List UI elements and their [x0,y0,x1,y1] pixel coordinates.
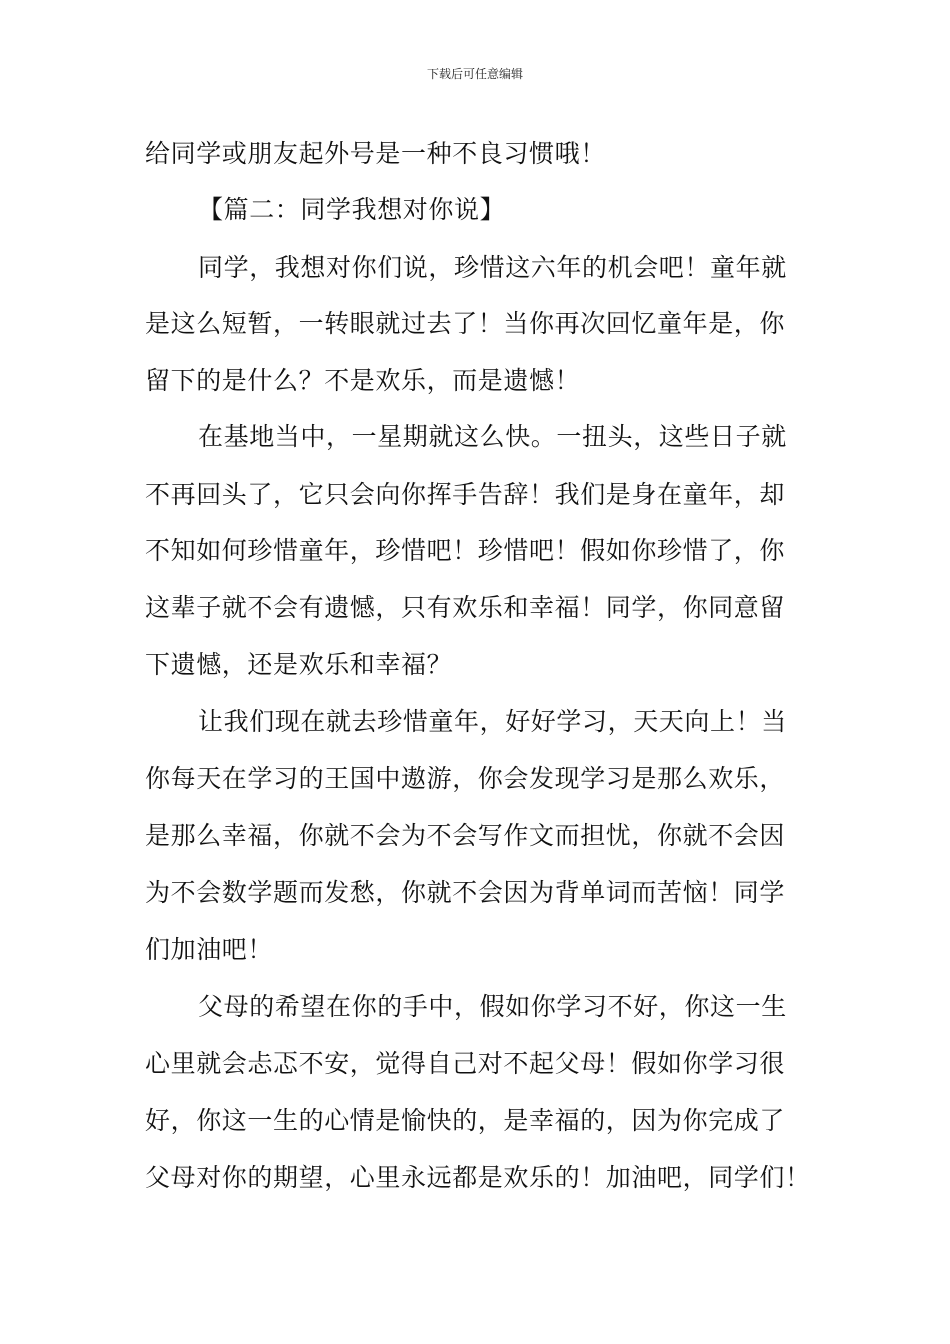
text-line: 下遗憾，还是欢乐和幸福？ [145,650,453,679]
text-line: 好，你这一生的心情是愉快的，是幸福的，因为你完成了 [145,1106,786,1135]
text-line: 不知如何珍惜童年，珍惜吧！珍惜吧！假如你珍惜了，你 [145,536,786,565]
page-header: 下载后可任意编辑 [426,67,523,81]
text-line: 同学，我想对你们说，珍惜这六年的机会吧！童年就 [198,253,787,282]
text-line: 为不会数学题而发愁，你就不会因为背单词而苦恼！同学 [145,878,786,907]
text-line: 不再回头了，它只会向你挥手告辞！我们是身在童年，却 [145,480,786,509]
text-line: 们加油吧！ [145,935,274,964]
text-line: 让我们现在就去珍惜童年，好好学习，天天向上！当 [198,707,787,736]
text-line: 父母对你的期望，心里永远都是欢乐的！加油吧，同学们！ [145,1163,811,1192]
text-line: 在基地当中，一星期就这么快。一扭头，这些日子就 [198,422,787,451]
text-line: 给同学或朋友起外号是一种不良习惯哦！ [145,139,606,168]
text-line: 留下的是什么？不是欢乐，而是遗憾！ [145,366,581,395]
text-line: 你每天在学习的王国中遨游，你会发现学习是那么欢乐， [145,764,786,793]
section-heading: 【篇二：同学我想对你说】 [198,195,506,224]
text-line: 是那么幸福，你就不会为不会写作文而担忧，你就不会因 [145,821,786,850]
text-line: 这辈子就不会有遗憾，只有欢乐和幸福！同学，你同意留 [145,593,786,622]
text-line: 心里就会忐忑不安，觉得自己对不起父母！假如你学习很 [145,1049,786,1078]
text-line: 是这么短暂，一转眼就过去了！当你再次回忆童年是，你 [145,309,786,338]
text-line: 父母的希望在你的手中，假如你学习不好，你这一生 [198,992,787,1021]
